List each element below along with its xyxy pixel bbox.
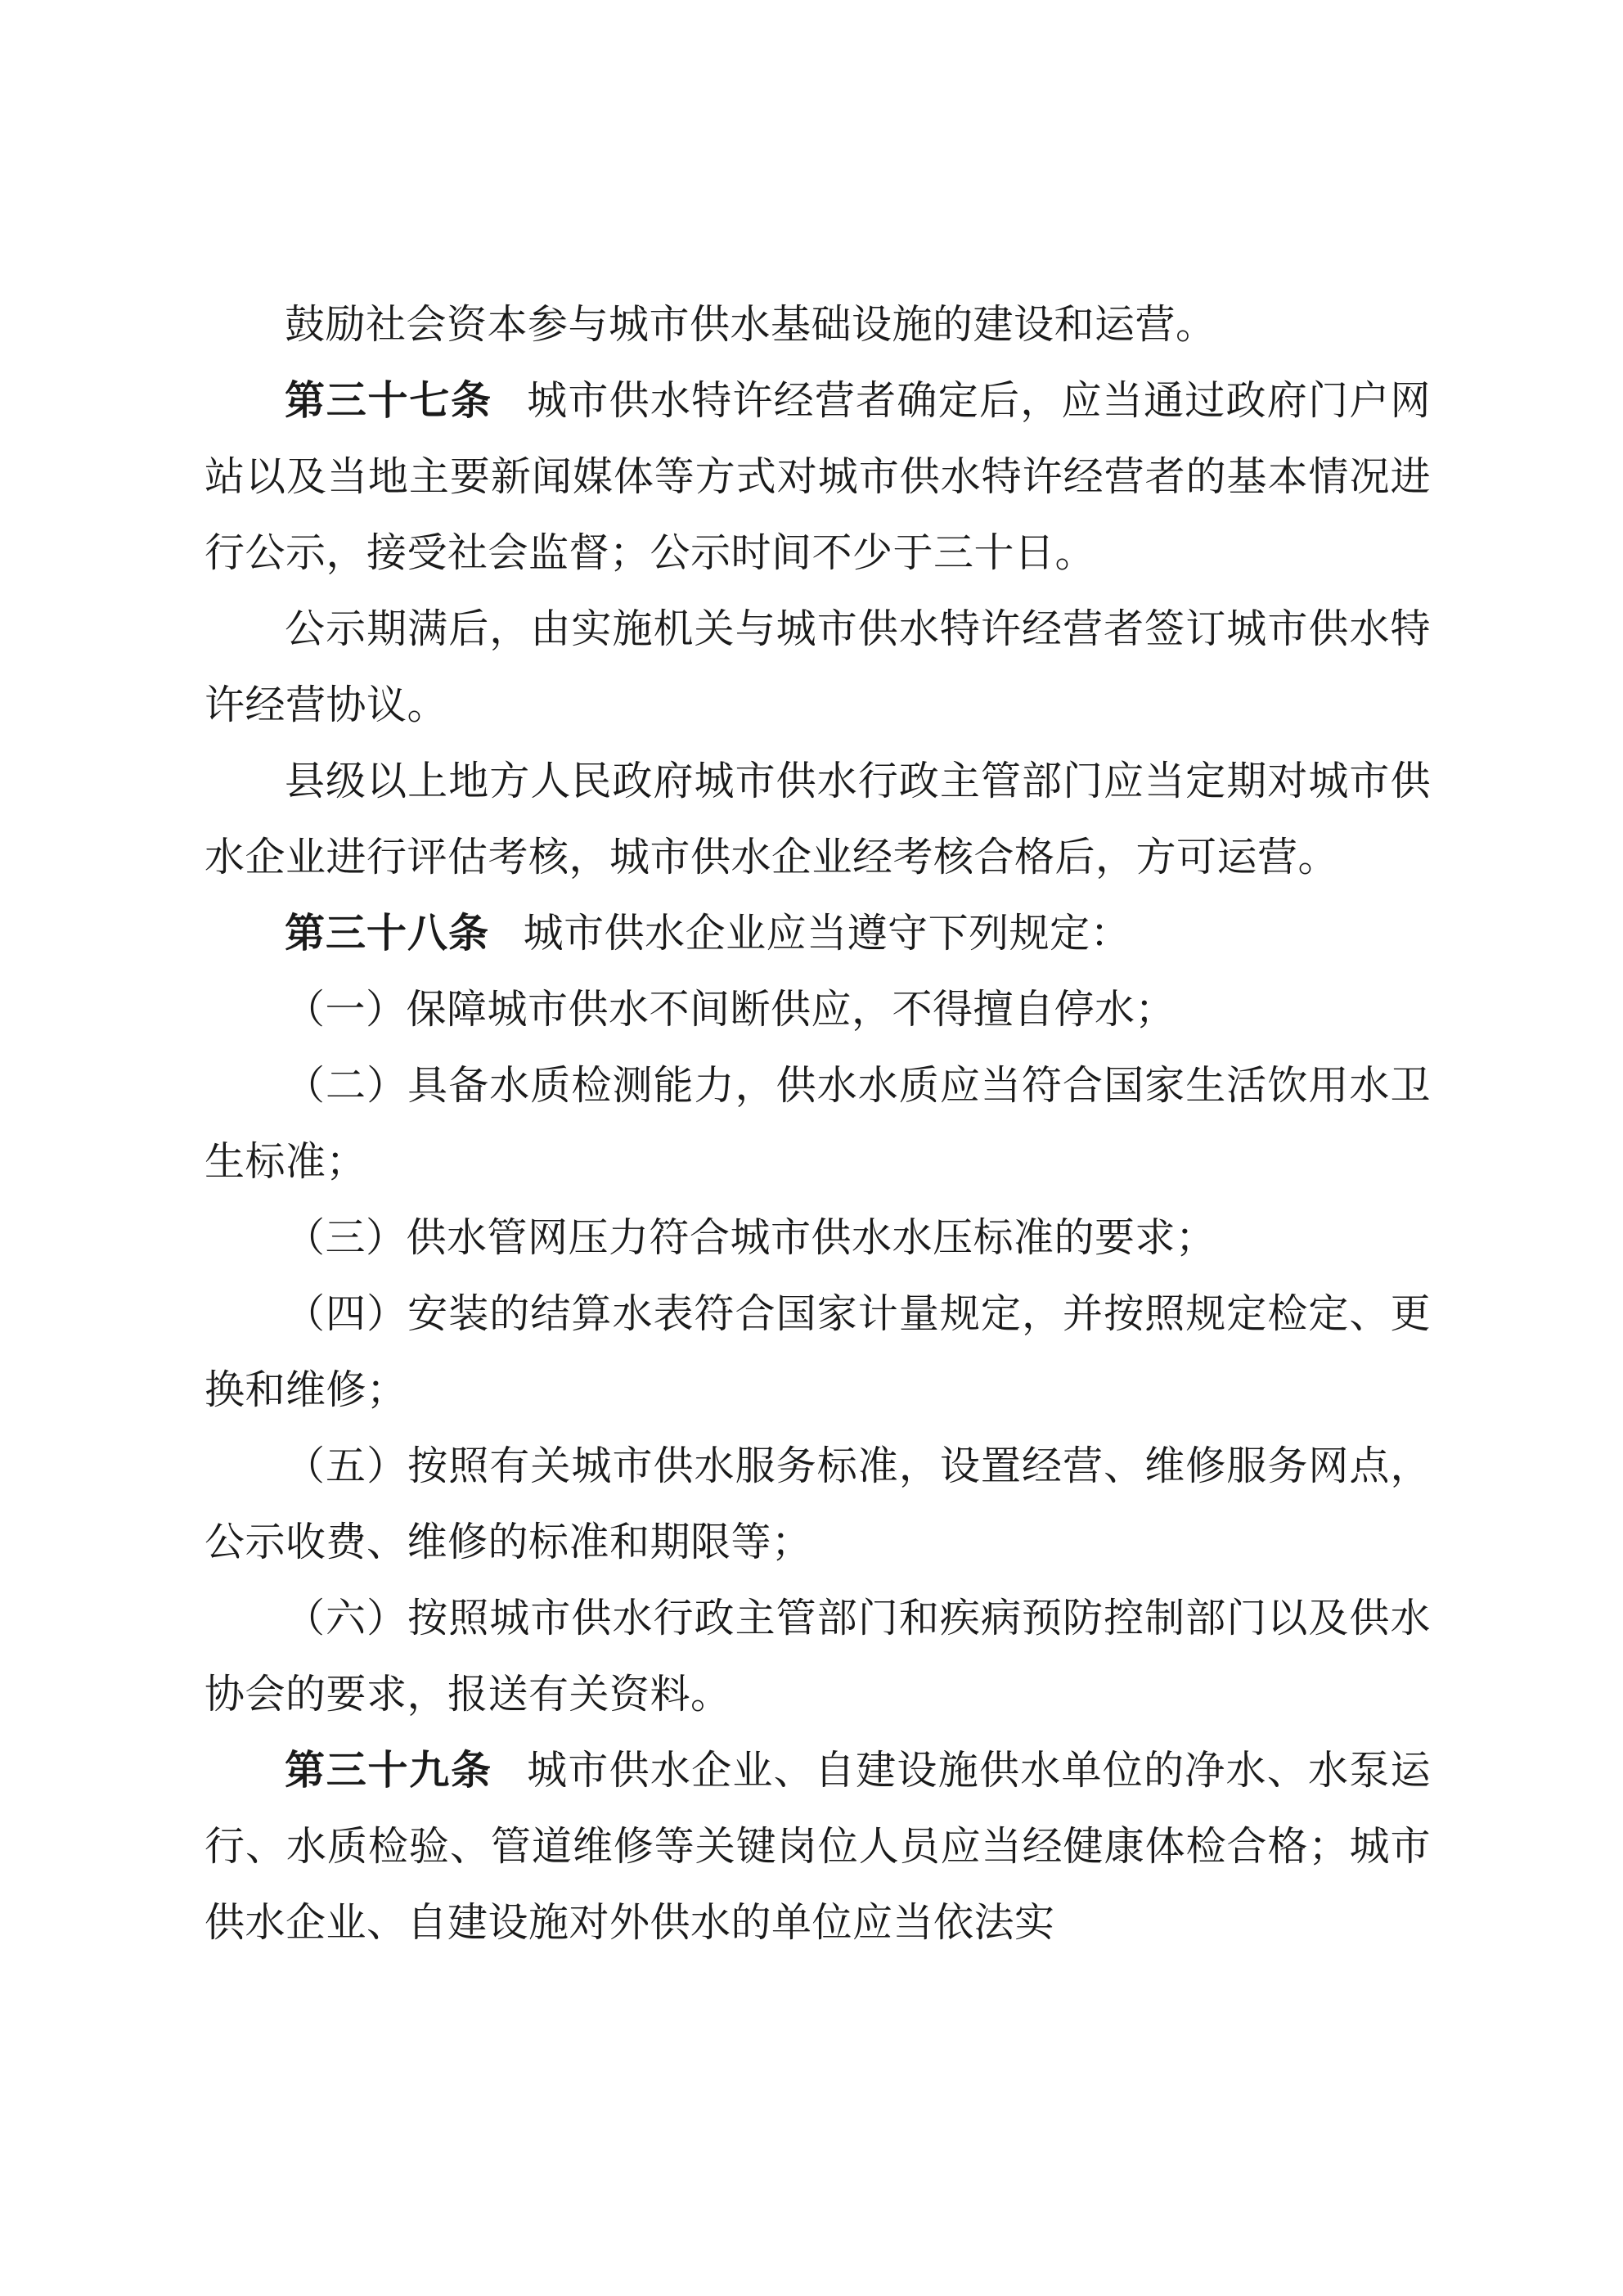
- list-item-3: [205, 1200, 1431, 1276]
- paragraph-text: 鼓励社会资本参与城市供水基础设施的建设和运营。: [285, 301, 1216, 348]
- paragraph-text: 城市供水特许经营者确定后，应当通过政府门户网站以及当地主要新闻媒体等方式对城市供水特许经营者的基本情况进行公示，接受社会监督；公示时间不少于三十日。: [205, 377, 1431, 576]
- document-body: [205, 286, 1431, 1961]
- paragraph-text: （三）供水管网压力符合城市供水水压标准的要求；: [285, 1214, 1216, 1261]
- paragraph-text: （二）具备水质检测能力，供水水质应当符合国家生活饮用水卫生标准；: [205, 1062, 1431, 1185]
- paragraph-article-37: [205, 362, 1431, 591]
- article-label: 第三十八条: [285, 909, 490, 957]
- paragraph-encourage-social-capital: [205, 286, 1431, 362]
- paragraph-text: 城市供水企业应当遵守下列规定：: [523, 910, 1131, 957]
- paragraph-article-39: [205, 1732, 1431, 1961]
- paragraph-text: 城市供水企业、自建设施供水单位的净水、水泵运行、水质检验、管道维修等关键岗位人员应当经健康体检合格；城市供水企业、自建设施对外供水的单位应当依法实: [205, 1747, 1431, 1946]
- paragraph-text: （六）按照城市供水行政主管部门和疾病预防控制部门以及供水协会的要求，报送有关资料。: [205, 1595, 1431, 1717]
- article-label: 第三十七条: [285, 376, 492, 424]
- list-item-5: [205, 1428, 1431, 1580]
- paragraph-after-publicity: [205, 591, 1431, 743]
- list-item-6: [205, 1580, 1431, 1732]
- list-item-1: [205, 971, 1431, 1047]
- paragraph-article-38: [205, 895, 1431, 971]
- paragraph-text: （一）保障城市供水不间断供应，不得擅自停水；: [285, 986, 1176, 1033]
- paragraph-text: 县级以上地方人民政府城市供水行政主管部门应当定期对城市供水企业进行评估考核，城市供水企业经考核合格后，方可运营。: [205, 758, 1431, 880]
- paragraph-text: 公示期满后，由实施机关与城市供水特许经营者签订城市供水特许经营协议。: [205, 606, 1431, 728]
- article-label: 第三十九条: [285, 1746, 492, 1794]
- list-item-2: [205, 1047, 1431, 1200]
- paragraph-text: （五）按照有关城市供水服务标准，设置经营、维修服务网点，公示收费、维修的标准和期限等；: [205, 1443, 1431, 1565]
- list-item-4: [205, 1276, 1431, 1428]
- paragraph-text: （四）安装的结算水表符合国家计量规定，并按照规定检定、更换和维修；: [205, 1290, 1431, 1413]
- paragraph-assessment: [205, 743, 1431, 895]
